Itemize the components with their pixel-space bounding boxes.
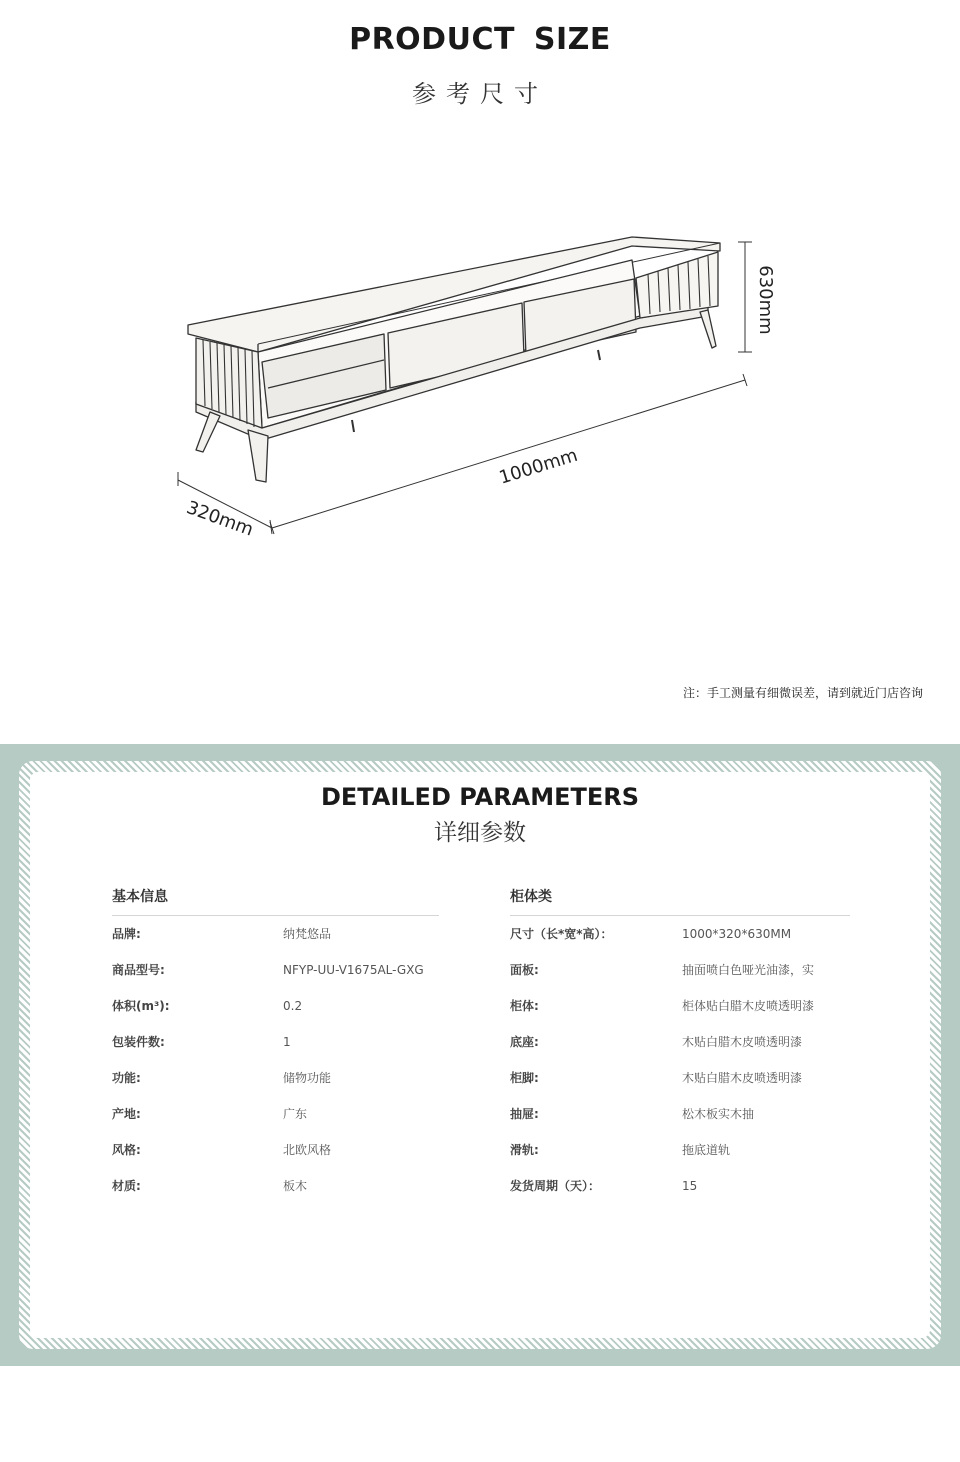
param-label: 发货周期（天）： (510, 1179, 601, 1193)
param-value: 柜体贴白腊木皮喷透明漆 (682, 999, 815, 1013)
param-label: 面板: (510, 963, 539, 977)
param-label: 包装件数: (112, 1035, 165, 1049)
leg-back-right (700, 310, 716, 348)
param-value: NFYP-UU-V1675AL-GXG (283, 963, 424, 977)
param-label: 滑轨: (510, 1143, 539, 1157)
param-row (510, 1070, 850, 1106)
param-row (510, 1034, 850, 1070)
param-row (112, 1142, 439, 1178)
param-label: 体积(m³): (112, 999, 170, 1013)
param-label: 功能: (112, 1071, 141, 1085)
param-value: 木贴白腊木皮喷透明漆 (682, 1071, 803, 1085)
param-row (510, 1178, 850, 1214)
param-value: 松木板实木抽 (682, 1107, 755, 1121)
leg-front-left (196, 412, 220, 452)
cabinet-info-column (510, 886, 850, 1214)
param-value: 15 (682, 1179, 698, 1193)
param-label: 底座: (510, 1035, 539, 1049)
param-label: 柜体: (510, 999, 539, 1013)
param-row (510, 1142, 850, 1178)
page-subtitle: 参考尺寸 (412, 80, 548, 108)
measurement-note: 注：手工测量有细微误差，请到就近门店咨询 (682, 686, 923, 700)
param-label: 抽屉: (510, 1107, 539, 1121)
basic-info-heading: 基本信息 (112, 886, 439, 916)
param-row (112, 1070, 439, 1106)
param-label: 产地: (112, 1107, 141, 1121)
param-value: 板木 (283, 1179, 308, 1193)
param-value: 广东 (283, 1107, 308, 1121)
param-value: 抽面喷白色哑光油漆，实 (682, 963, 815, 977)
param-value: 0.2 (283, 999, 303, 1013)
param-label: 商品型号: (112, 963, 165, 977)
param-row (112, 1034, 439, 1070)
parameters-subtitle: 详细参数 (434, 820, 526, 846)
page-title: PRODUCT SIZE (349, 22, 611, 57)
param-row (510, 998, 850, 1034)
width-label: 1000mm (496, 444, 581, 489)
height-dimension-line (738, 242, 752, 352)
param-value: 木贴白腊木皮喷透明漆 (682, 1035, 803, 1049)
param-label: 品牌: (112, 927, 141, 941)
param-value: 北欧风格 (283, 1143, 332, 1157)
depth-label: 320mm (183, 497, 257, 541)
param-row (510, 1106, 850, 1142)
param-row (112, 998, 439, 1034)
param-value: 纳梵悠品 (283, 927, 332, 941)
basic-info-column (112, 886, 439, 1214)
param-value: 拖底道轨 (682, 1143, 731, 1157)
param-value: 1 (283, 1035, 291, 1049)
param-value: 1000*320*630MM (682, 927, 792, 941)
leg-front-right (248, 430, 268, 482)
param-label: 柜脚: (510, 1071, 539, 1085)
param-row (112, 962, 439, 998)
param-label: 材质: (112, 1179, 141, 1193)
cabinet-info-heading: 柜体类 (510, 886, 850, 916)
param-row (112, 1178, 439, 1214)
height-label: 630mm (755, 265, 776, 335)
param-value: 储物功能 (283, 1071, 332, 1085)
parameters-title: DETAILED PARAMETERS (320, 783, 640, 811)
param-label: 尺寸（长*宽*高）： (510, 927, 613, 941)
param-row (112, 926, 439, 962)
param-label: 风格: (112, 1143, 141, 1157)
param-row (112, 1106, 439, 1142)
param-row (510, 926, 850, 962)
param-row (510, 962, 850, 998)
